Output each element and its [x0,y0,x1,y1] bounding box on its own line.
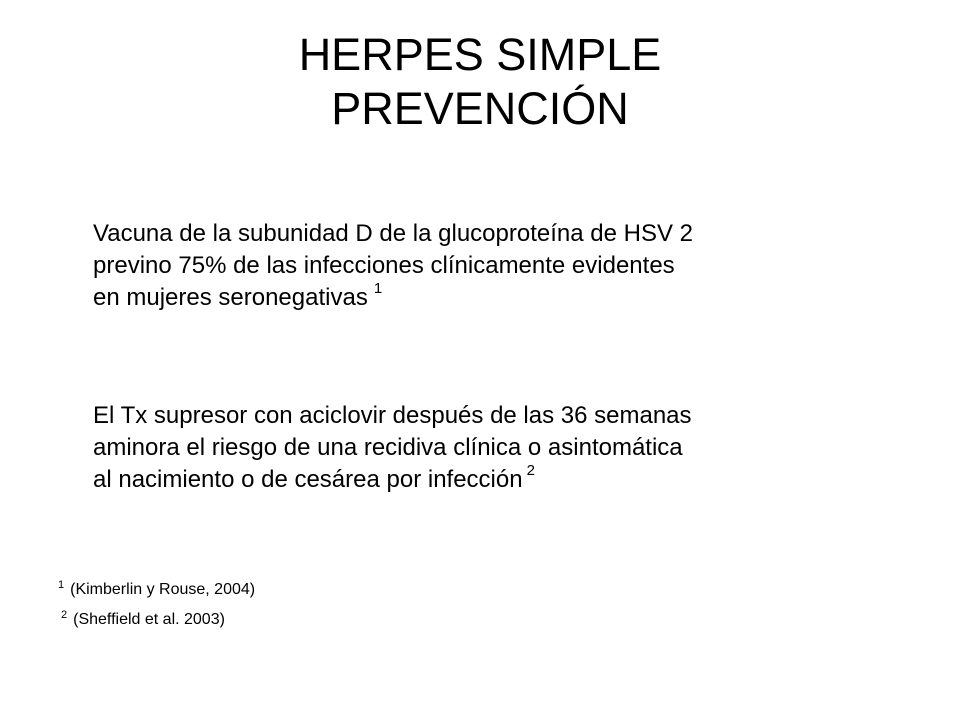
footnote-marker: 1 [58,579,65,591]
footnotes [58,575,255,635]
title-line-1: HERPES SIMPLE [298,29,662,80]
footnote-1 [58,575,255,605]
reference-marker: 2 [526,462,535,479]
slide-title [0,28,960,136]
paragraph-line: previno 75% de las infecciones clínicamente evidentes [93,252,675,279]
footnote-2 [61,605,255,635]
footnote-marker: 2 [61,609,68,621]
reference-marker: 1 [373,280,383,297]
paragraph-line-last [93,464,913,496]
body-paragraph-vaccine [93,218,913,314]
paragraph-line-text: al nacimiento o de cesárea por infección [93,466,523,493]
title-line-2: PREVENCIÓN [331,83,629,134]
paragraph-line: El Tx supresor con aciclovir después de las 36 semanas [93,402,692,429]
paragraph-line: aminora el riesgo de una recidiva clínica o asintomática [93,434,683,461]
paragraph-line: Vacuna de la subunidad D de la glucoproteína de HSV 2 [93,220,693,247]
paragraph-line-text: en mujeres seronegativas [93,284,368,311]
paragraph-line-last [93,282,913,314]
footnote-text: (Sheffield et al. 2003) [73,611,225,628]
footnote-text: (Kimberlin y Rouse, 2004) [70,581,256,598]
body-paragraph-suppressive-therapy [93,400,913,496]
